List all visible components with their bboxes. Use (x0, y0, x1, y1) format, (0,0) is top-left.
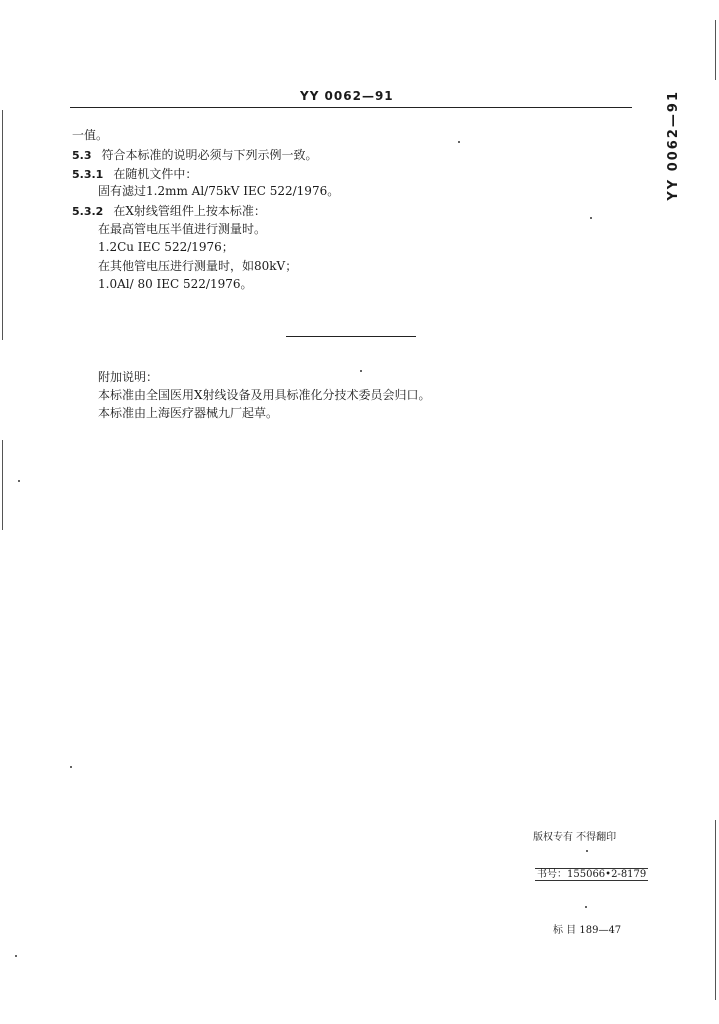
scan-speck (458, 141, 460, 143)
scan-speck (360, 370, 362, 372)
clause-text: 符合本标准的说明必须与下列示例一致。 (101, 148, 318, 162)
scan-edge-mark (2, 440, 3, 530)
clause-number: 5.3 (72, 149, 92, 162)
scan-edge-mark (715, 820, 716, 1000)
example-inherent-filtration: 固有滤过1.2mm Al/75kV IEC 522/1976。 (98, 184, 340, 198)
scan-edge-mark (715, 20, 716, 80)
scan-edge-mark (2, 110, 3, 340)
scan-speck (70, 766, 72, 768)
appendix-heading: 附加说明： (98, 370, 159, 384)
clause-5-3-1 (72, 167, 197, 182)
scan-speck (15, 955, 17, 957)
clause-number: 5.3.1 (72, 168, 104, 181)
catalog-number: 标 目 189—47 (553, 925, 622, 936)
footer-dot (586, 850, 588, 852)
clause-5-3 (72, 148, 318, 163)
side-standard-code: YY 0062—91 (666, 90, 681, 201)
clause-text: 在随机文件中： (113, 167, 198, 181)
clause-5-3-2 (72, 204, 266, 219)
scan-speck (18, 480, 20, 482)
header-rule (70, 107, 632, 108)
book-number-wrap (535, 865, 648, 880)
clause-number: 5.3.2 (72, 205, 104, 218)
example-line: 1.2Cu IEC 522/1976； (98, 240, 234, 254)
appendix-line: 本标准由上海医疗器械九厂起草。 (98, 406, 279, 420)
standard-header-title: YY 0062—91 (300, 89, 394, 103)
example-line: 1.0Al/ 80 IEC 522/1976。 (98, 277, 253, 291)
clause-text: 在X射线管组件上按本标准： (113, 204, 266, 218)
example-line: 在最高管电压半值进行测量时。 (98, 222, 267, 236)
footer-dot (585, 906, 587, 908)
appendix-line: 本标准由全国医用X射线设备及用具标准化分技术委员会归口。 (98, 388, 431, 402)
body-line-continuation: 一值。 (72, 128, 109, 142)
book-number: 书号：155066•2-8179 (537, 869, 647, 880)
example-line: 在其他管电压进行测量时，如80kV； (98, 259, 298, 273)
section-separator (286, 336, 416, 337)
scan-speck (590, 217, 592, 219)
copyright-notice: 版权专有 不得翻印 (533, 832, 617, 843)
